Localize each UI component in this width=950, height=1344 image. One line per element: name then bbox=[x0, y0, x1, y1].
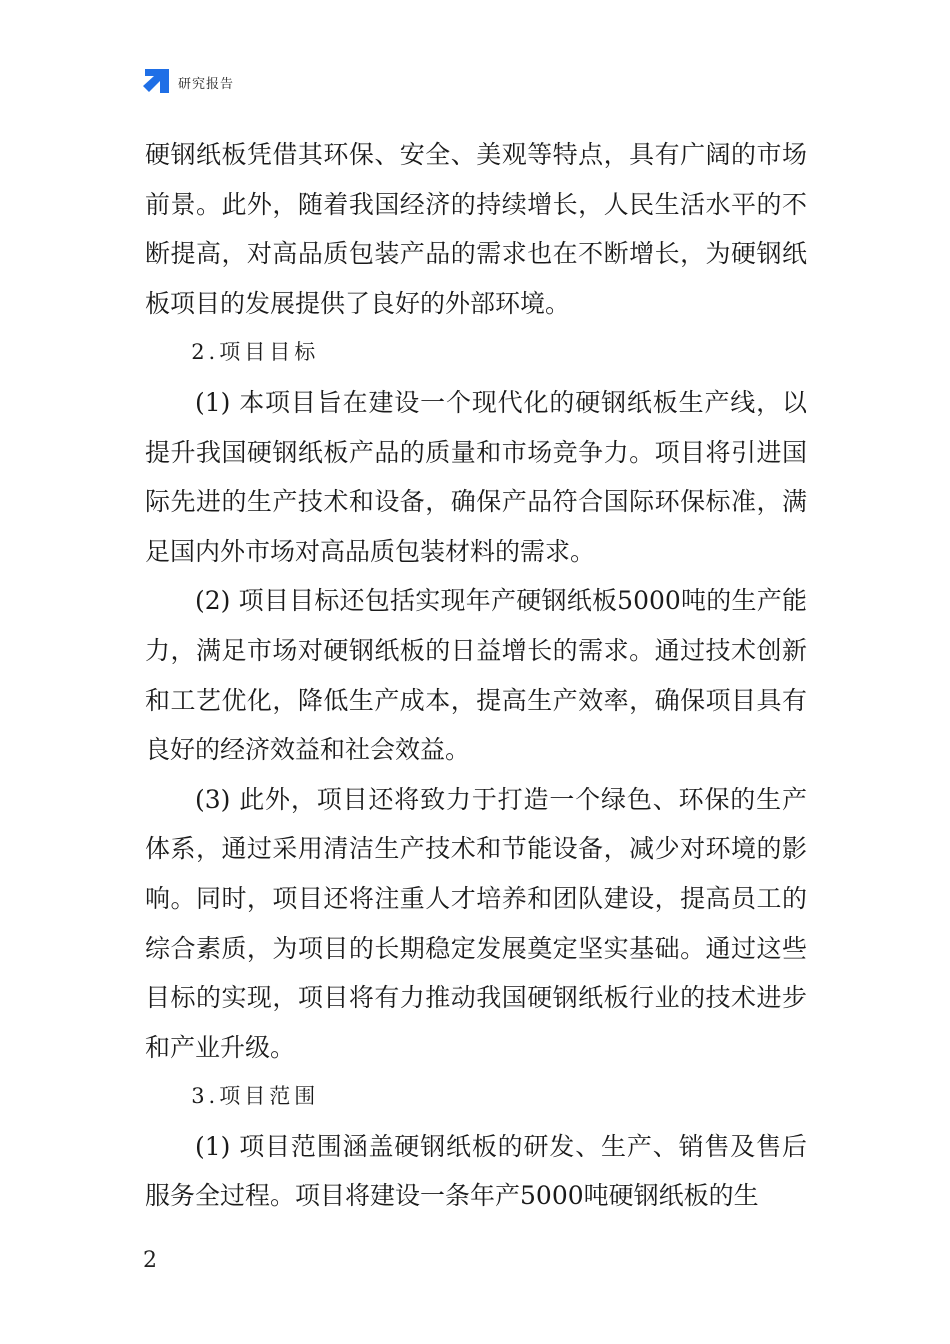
body-paragraph: 硬钢纸板凭借其环保、安全、美观等特点，具有广阔的市场前景。此外，随着我国经济的持续增长，人民生活水平的不断提高，对高品质包装产品的需求也在不断增长，为硬钢纸板项目的发展提供了良好的外部环境。 bbox=[145, 140, 807, 318]
page-number: 2 bbox=[143, 1248, 157, 1273]
document-body bbox=[145, 130, 807, 1221]
section-heading: 2.项目目标 bbox=[191, 340, 320, 365]
page-header bbox=[143, 68, 234, 96]
arrow-up-right-icon bbox=[143, 69, 169, 95]
body-paragraph: (1) 本项目旨在建设一个现代化的硬钢纸板生产线，以提升我国硬钢纸板产品的质量和市场竞争力。项目将引进国际先进的生产技术和设备，确保产品符合国际环保标准，满足国内外市场对高品质包装材料的需求。 bbox=[145, 387, 807, 566]
section-heading: 3.项目范围 bbox=[191, 1084, 320, 1109]
header-title: 研究报告 bbox=[178, 76, 235, 92]
body-paragraph: (3) 此外，项目还将致力于打造一个绿色、环保的生产体系，通过采用清洁生产技术和节能设备，减少对环境的影响。同时，项目还将注重人才培养和团队建设，提高员工的综合素质，为项目的长期稳定发展奠定坚实基础。通过这些目标的实现，项目将有力推动我国硬钢纸板行业的技术进步和产业升级。 bbox=[145, 784, 807, 1062]
body-paragraph: (2) 项目目标还包括实现年产硬钢纸板5000吨的生产能力，满足市场对硬钢纸板的日益增长的需求。通过技术创新和工艺优化，降低生产成本，提高生产效率，确保项目具有良好的经济效益和社会效益。 bbox=[145, 586, 807, 765]
body-paragraph: (1) 项目范围涵盖硬钢纸板的研发、生产、销售及售后服务全过程。项目将建设一条年产5000吨硬钢纸板的生 bbox=[145, 1131, 807, 1211]
